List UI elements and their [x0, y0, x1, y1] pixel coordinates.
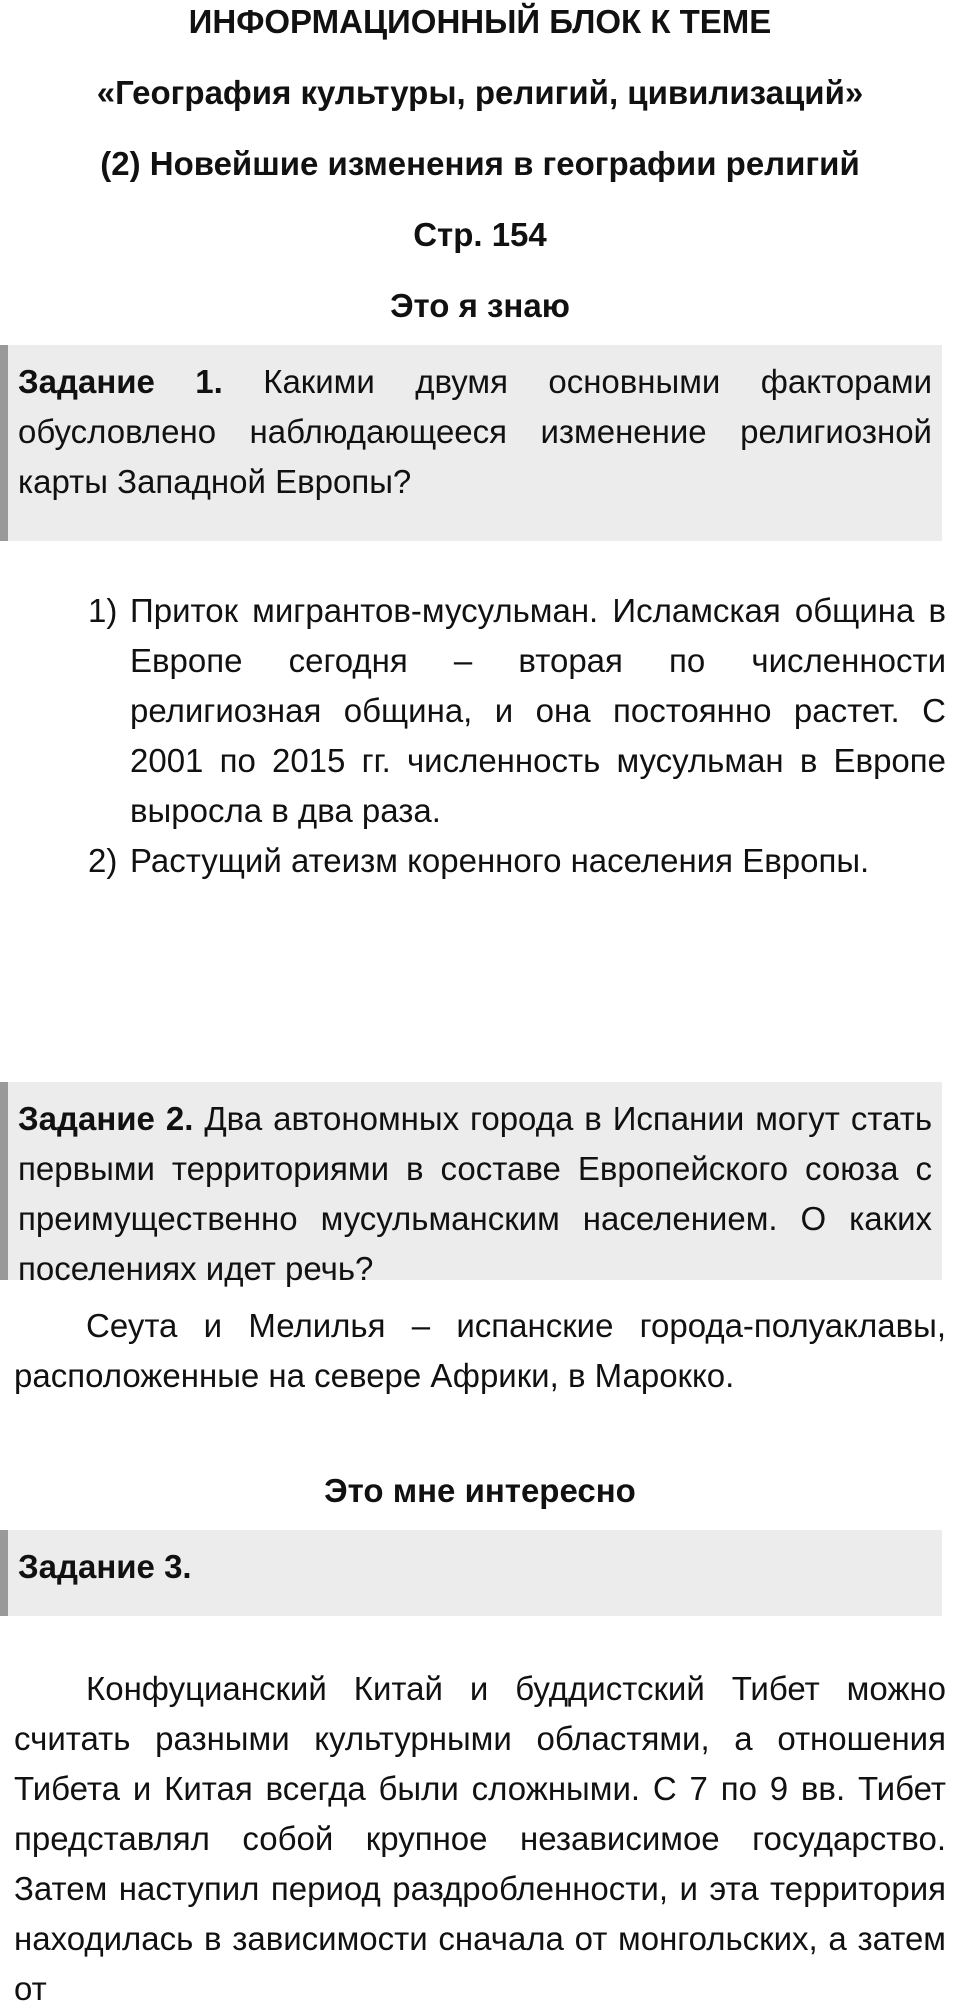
list-item — [88, 586, 946, 836]
list-item-text: Растущий атеизм коренного населения Европы. — [130, 842, 870, 879]
topic-title: «География культуры, религий, цивилизаций» — [96, 74, 864, 111]
task3-label: Задание 3. — [18, 1548, 192, 1585]
task2-question: Два автономных города в Испании могут стать первыми территориями в составе Европейского союза с преимущественно мусульманским населением. О каких поселениях идет речь? — [18, 1100, 933, 1287]
task3-box — [0, 1530, 942, 1616]
task1-answer — [88, 586, 946, 886]
subtopic-title: (2) Новейшие изменения в географии религий — [100, 145, 860, 182]
task2-box — [0, 1082, 942, 1287]
list-item — [88, 836, 946, 886]
task1-answer-list — [88, 586, 946, 886]
task1-label: Задание 1. — [18, 363, 223, 400]
task1-box — [0, 345, 942, 541]
section-heading-know: Это я знаю — [390, 287, 570, 324]
list-item-number: 1) — [88, 592, 118, 629]
task2-answer-text: Сеута и Мелилья – испанские города-полуаклавы, расположенные на севере Африки, в Марокко. — [14, 1307, 946, 1394]
block-title: ИНФОРМАЦИОННЫЙ БЛОК К ТЕМЕ — [188, 3, 772, 40]
task2-label: Задание 2. — [18, 1100, 194, 1137]
task3-answer — [14, 1664, 946, 2014]
task2-answer — [14, 1301, 946, 1401]
section-heading-interesting: Это мне интересно — [324, 1472, 636, 1509]
task1-question: Какими двумя основными факторами обусловлено наблюдающееся изменение религиозной карты Западной Европы? — [18, 363, 933, 500]
task3-answer-text: Конфуцианский Китай и буддистский Тибет можно считать разными культурными областями, а отношения Тибета и Китая всегда были сложными. С 7 по 9 вв. Тибет представлял собой крупное независимое государство. Затем наступил период раздробленности, и эта территория находилась в зависимости сначала от монгольских, а затем от — [14, 1670, 946, 2007]
page-number: Стр. 154 — [413, 216, 547, 253]
list-item-text: Приток мигрантов-мусульман. Исламская община в Европе сегодня – вторая по численности религиозная община, и она постоянно растет. С 2001 по 2015 гг. численность мусульман в Европе выросла в два раза. — [130, 592, 946, 829]
list-item-number: 2) — [88, 842, 118, 879]
